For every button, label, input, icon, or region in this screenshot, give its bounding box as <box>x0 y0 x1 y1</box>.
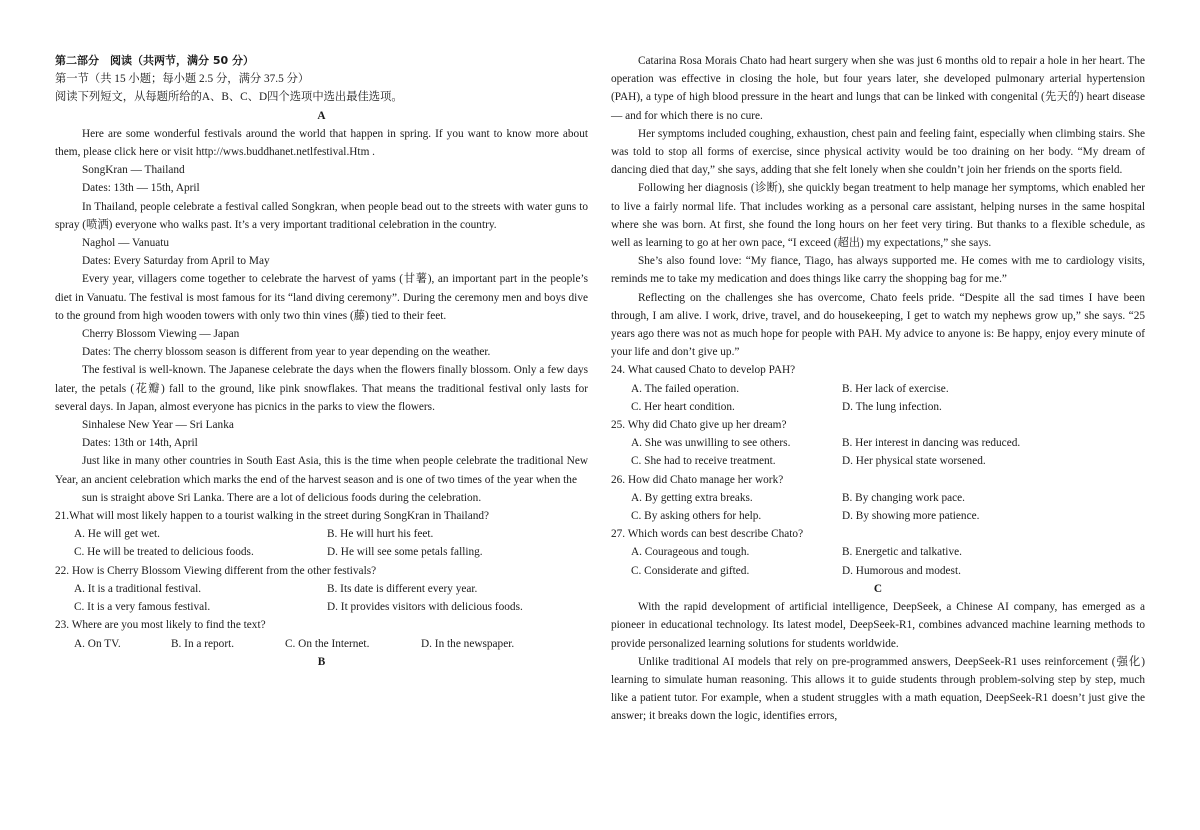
festival-dates: Dates: The cherry blossom season is different from year to year depending on the weather. <box>82 346 491 359</box>
section-title: 第一节（共 15 小题；每小题 2.5 分，满分 37.5 分） <box>55 73 310 86</box>
option-b: B. Her interest in dancing was reduced. <box>842 437 1021 450</box>
option-c: C. On the Internet. <box>285 637 370 650</box>
passage-b-paragraph: Her symptoms included coughing, exhaustion, chest pain and feeling faint, especially when climbing stairs. She was told to stop all forms of exercise, since physical activity would be too draining on her body. “My dream of dancing died that day,” she says, adding that she felt lonely when she couldn’t join her friends on the sports field. <box>611 127 1145 177</box>
option-d: D. The lung infection. <box>842 400 942 413</box>
question-stem: 24. What caused Chato to develop PAH? <box>611 364 796 377</box>
right-column <box>611 52 1145 726</box>
question-22 <box>55 562 588 617</box>
option-b: B. By changing work pace. <box>842 491 965 504</box>
festival-name: Sinhalese New Year — Sri Lanka <box>82 419 234 432</box>
option-d: D. It provides visitors with delicious foods. <box>327 601 523 614</box>
question-stem: 26. How did Chato manage her work? <box>611 473 784 486</box>
option-b: B. Its date is different every year. <box>327 582 478 595</box>
festival-text-continued: sun is straight above Sri Lanka. There are a lot of delicious foods during the celebration. <box>82 491 482 504</box>
question-26 <box>611 471 1145 526</box>
option-d: D. In the newspaper. <box>421 637 515 650</box>
left-column <box>55 52 588 671</box>
passage-b-paragraph: Following her diagnosis (诊断), she quickly began treatment to help manage her symptoms, which enabled her to live a fairly normal life. That includes working as a personal care assistant, helping nurses in the same hospital where she was born. At first, she found the long hours on her feet very tiring. But thanks to a flexible schedule, as well as learning to go at her own pace, “I exceed (超出) my expectations,” she says. <box>611 182 1145 250</box>
festival-name: SongKran — Thailand <box>82 164 185 177</box>
question-stem: 23. Where are you most likely to find the text? <box>55 619 266 632</box>
festival-dates: Dates: 13th or 14th, April <box>82 437 198 450</box>
option-c: C. He will be treated to delicious foods. <box>74 546 254 559</box>
question-stem: 21.What will most likely happen to a tourist walking in the street during SongKran in Thailand? <box>55 510 490 523</box>
passage-b-paragraph: Catarina Rosa Morais Chato had heart surgery when she was just 6 months old to repair a hole in her heart. The operation was effective in closing the hole, but four years later, she developed pulmonary arterial hypertension (PAH), a type of high blood pressure in the heart and lungs that can be linked with congenital (先天的) heart disease — and for which there is no cure. <box>611 55 1145 122</box>
question-options <box>611 380 1145 416</box>
question-21 <box>55 507 588 562</box>
option-a: A. The failed operation. <box>631 382 740 395</box>
festival-text: The festival is well-known. The Japanese celebrate the days when the flowers finally blossom. Only a few days later, the petals (花瓣) fall to the ground, like pink snowflakes. That means the traditional festival only lasts for several days. In Japan, almost everyone has picnics in the parks to view the flowers. <box>55 364 588 413</box>
option-b: B. Her lack of exercise. <box>842 382 949 395</box>
passage-c-label: C <box>873 582 883 595</box>
option-d: D. Humorous and modest. <box>842 564 961 577</box>
festival-text: Every year, villagers come together to celebrate the harvest of yams (甘薯), an important part in the people’s diet in Vanuatu. The festival is most famous for its “land diving ceremony”. During the ceremony men and boys dive to the ground from high wooden towers with only two thin vines (藤) tied to their feet. <box>55 273 588 322</box>
festival-dates: Dates: 13th — 15th, April <box>82 182 200 195</box>
passage-a-intro: Here are some wonderful festivals around the world that happen in spring. If you want to know more about them, please click here or visit http://wws.buddhanet.netlfestival.Htm . <box>55 127 588 159</box>
option-d: D. He will see some petals falling. <box>327 546 483 559</box>
instruction: 阅读下列短文，从每题所给的A、B、C、D四个选项中选出最佳选项。 <box>55 91 403 104</box>
option-b: B. Energetic and talkative. <box>842 546 962 559</box>
passage-b-paragraph: Reflecting on the challenges she has overcome, Chato feels pride. “Despite all the sad times I have been through, I am alive. I work, drive, travel, and do housekeeping, I get to watch my nephews grow up,” she says. “25 years ago there was not as much hope for people with PAH. My advice to anyone is: Be happy, enjoy every minute of your life and don’t give up.” <box>611 291 1145 359</box>
question-25 <box>611 416 1145 471</box>
option-a: A. It is a traditional festival. <box>74 582 202 595</box>
question-stem: 22. How is Cherry Blossom Viewing different from the other festivals? <box>55 564 377 577</box>
passage-c-paragraph: With the rapid development of artificial intelligence, DeepSeek, a Chinese AI company, has emerged as a pioneer in educational technology. Its latest model, DeepSeek-R1, combines advanced machine learning methods to provide personalized learning solutions for students worldwide. <box>611 601 1145 650</box>
festival-text: In Thailand, people celebrate a festival called Songkran, when people bead out to the streets with water guns to spray (喷洒) everyone who walks past. It’s a very important traditional celebration in the country. <box>55 200 588 231</box>
part-title: 第二部分 阅读（共两节，满分 50 分） <box>55 54 254 67</box>
option-b: B. In a report. <box>171 637 235 650</box>
question-options <box>55 635 588 653</box>
option-c: C. Considerate and gifted. <box>631 564 750 577</box>
question-options <box>611 434 1145 470</box>
festival-dates: Dates: Every Saturday from April to May <box>82 255 270 268</box>
option-d: D. Her physical state worsened. <box>842 455 986 468</box>
option-a: A. By getting extra breaks. <box>631 491 753 504</box>
option-c: C. Her heart condition. <box>631 400 735 413</box>
passage-b-label: B <box>317 655 326 668</box>
question-options <box>55 580 588 616</box>
option-c: C. By asking others for help. <box>631 510 762 523</box>
question-options <box>611 489 1145 525</box>
question-options <box>55 525 588 561</box>
festival-text: Just like in many other countries in South East Asia, this is the time when people celebrate the traditional New Year, an ancient celebration which marks the end of the harvest season and is one of two times of the year when the <box>55 455 588 486</box>
option-c: C. It is a very famous festival. <box>74 601 211 614</box>
question-27 <box>611 525 1145 580</box>
question-stem: 25. Why did Chato give up her dream? <box>611 419 787 432</box>
festival-name: Naghol — Vanuatu <box>82 237 170 250</box>
option-a: A. She was unwilling to see others. <box>631 437 791 450</box>
festival-name: Cherry Blossom Viewing — Japan <box>82 328 240 341</box>
passage-c-paragraph: Unlike traditional AI models that rely on pre-programmed answers, DeepSeek-R1 uses reinforcement (强化) learning to simulate human reasoning. This allows it to guide students through problem-solving step by step, much like a patient tutor. For example, when a student struggles with a math equation, DeepSeek-R1 doesn’t just give the answer; it breaks down the logic, identifies errors, <box>611 655 1145 723</box>
option-a: A. He will get wet. <box>74 528 160 541</box>
option-d: D. By showing more patience. <box>842 510 980 523</box>
passage-b-paragraph: She’s also found love: “My fiance, Tiago, has always supported me. He comes with me to cardiology visits, reminds me to take my medication and does things like carry the shopping bag for me.” <box>611 255 1145 286</box>
option-c: C. She had to receive treatment. <box>631 455 776 468</box>
passage-a-label: A <box>317 109 326 122</box>
option-a: A. Courageous and tough. <box>631 546 750 559</box>
option-b: B. He will hurt his feet. <box>327 528 434 541</box>
question-24 <box>611 361 1145 416</box>
question-23 <box>55 616 588 652</box>
question-options <box>611 543 1145 579</box>
option-a: A. On TV. <box>74 637 121 650</box>
question-stem: 27. Which words can best describe Chato? <box>611 528 804 541</box>
